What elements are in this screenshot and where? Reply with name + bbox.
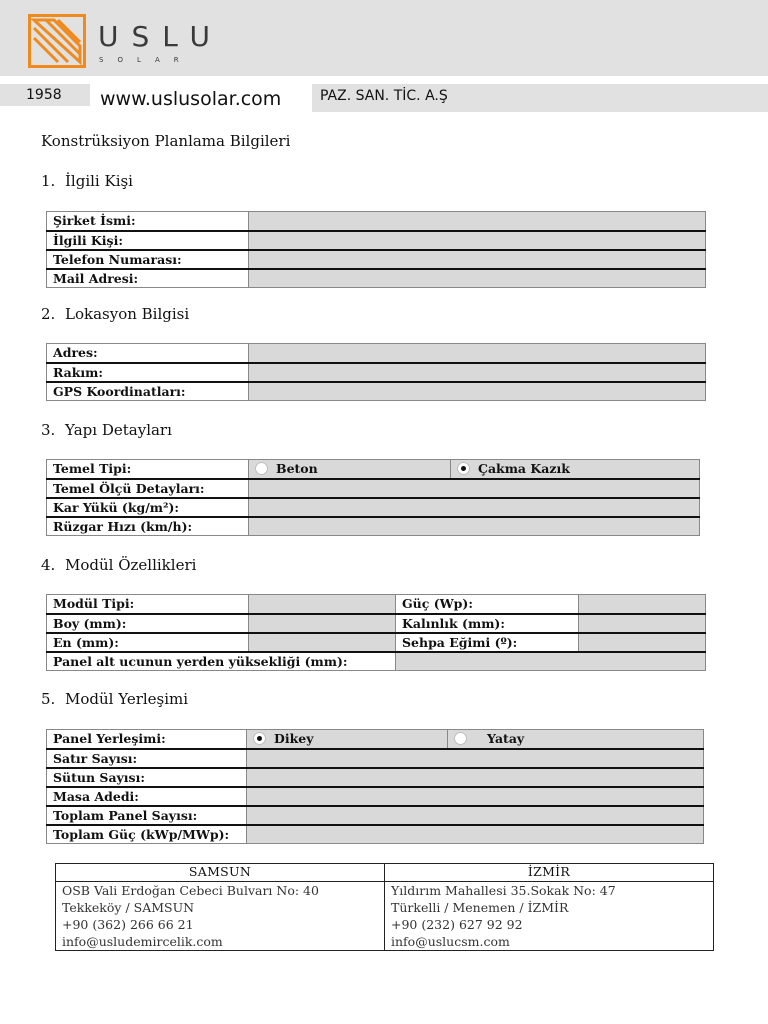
- section-heading-5: 5. Modül Yerleşimi: [41, 690, 189, 708]
- module-table: [46, 594, 706, 671]
- field-label: Toplam Panel Sayısı:: [47, 806, 247, 825]
- gps-input[interactable]: [249, 382, 706, 401]
- contact-person-input[interactable]: [249, 231, 706, 250]
- row-count-input[interactable]: [247, 749, 704, 768]
- company-name-input[interactable]: [249, 212, 706, 231]
- foundation-size-input[interactable]: [249, 479, 700, 498]
- address-line: Türkelli / Menemen / İZMİR: [391, 900, 569, 915]
- address-input[interactable]: [249, 344, 706, 363]
- layout-table: [46, 729, 704, 844]
- radio-icon: [454, 732, 467, 745]
- company-type: PAZ. SAN. TİC. A.Ş: [312, 84, 768, 112]
- email-link[interactable]: info@usludemircelik.com: [62, 934, 223, 949]
- wind-speed-input[interactable]: [249, 517, 700, 536]
- field-label: Telefon Numarası:: [47, 250, 249, 269]
- radio-dikey[interactable]: Dikey: [247, 730, 448, 749]
- thickness-input[interactable]: [579, 614, 706, 633]
- radio-yatay[interactable]: Yatay: [448, 730, 704, 749]
- field-label: Kar Yükü (kg/m²):: [47, 498, 249, 517]
- ground-clearance-input[interactable]: [396, 652, 706, 671]
- contact-table: [46, 211, 706, 288]
- field-label: Boy (mm):: [47, 614, 249, 633]
- field-label: Satır Sayısı:: [47, 749, 247, 768]
- brand-subtitle: SOLAR: [99, 56, 193, 64]
- office-samsun: [56, 882, 385, 951]
- field-label: İlgili Kişi:: [47, 231, 249, 250]
- power-input[interactable]: [579, 595, 706, 614]
- field-label: Adres:: [47, 344, 249, 363]
- page-title: Konstrüksiyon Planlama Bilgileri: [41, 132, 291, 150]
- table-count-input[interactable]: [247, 787, 704, 806]
- website-link[interactable]: www.uslusolar.com: [92, 84, 308, 112]
- panel-total-input[interactable]: [247, 806, 704, 825]
- section-heading-1: 1. İlgili Kişi: [41, 172, 133, 190]
- field-label: Modül Tipi:: [47, 595, 249, 614]
- field-label: Sütun Sayısı:: [47, 768, 247, 787]
- field-label: Masa Adedi:: [47, 787, 247, 806]
- radio-selected-icon: [253, 732, 266, 745]
- field-label: Kalınlık (mm):: [396, 614, 579, 633]
- field-label: Şirket İsmi:: [47, 212, 249, 231]
- phone-number: +90 (232) 627 92 92: [391, 917, 523, 932]
- address-line: Yıldırım Mahallesi 35.Sokak No: 47: [391, 883, 616, 898]
- section-heading-3: 3. Yapı Detayları: [41, 421, 172, 439]
- field-label: En (mm):: [47, 633, 249, 652]
- radio-selected-icon: [457, 462, 470, 475]
- field-label: Sehpa Eğimi (º):: [396, 633, 579, 652]
- section-heading-4: 4. Modül Özellikleri: [41, 556, 197, 574]
- altitude-input[interactable]: [249, 363, 706, 382]
- radio-icon: [255, 462, 268, 475]
- email-link[interactable]: info@uslucsm.com: [391, 934, 510, 949]
- tilt-input[interactable]: [579, 633, 706, 652]
- email-input[interactable]: [249, 269, 706, 288]
- field-label: Mail Adresi:: [47, 269, 249, 288]
- field-label: Panel alt ucunun yerden yüksekliği (mm):: [47, 652, 396, 671]
- phone-input[interactable]: [249, 250, 706, 269]
- structure-table: [46, 459, 700, 536]
- width-input[interactable]: [249, 633, 396, 652]
- location-table: [46, 343, 706, 401]
- header-band: [0, 0, 768, 76]
- field-label: Rüzgar Hızı (km/h):: [47, 517, 249, 536]
- field-label: Temel Tipi:: [47, 460, 249, 479]
- radio-cakma-kazik[interactable]: Çakma Kazık: [451, 460, 700, 479]
- founding-year: 1958: [0, 84, 90, 106]
- office-city-samsun: SAMSUN: [56, 864, 385, 882]
- radio-beton[interactable]: Beton: [249, 460, 451, 479]
- brand-name: USLU: [98, 20, 223, 53]
- column-count-input[interactable]: [247, 768, 704, 787]
- module-type-input[interactable]: [249, 595, 396, 614]
- address-line: Tekkeköy / SAMSUN: [62, 900, 195, 915]
- length-input[interactable]: [249, 614, 396, 633]
- field-label: Temel Ölçü Detayları:: [47, 479, 249, 498]
- field-label: Toplam Güç (kWp/MWp):: [47, 825, 247, 844]
- snow-load-input[interactable]: [249, 498, 700, 517]
- section-heading-2: 2. Lokasyon Bilgisi: [41, 305, 190, 323]
- address-line: OSB Vali Erdoğan Cebeci Bulvarı No: 40: [62, 883, 319, 898]
- field-label: Güç (Wp):: [396, 595, 579, 614]
- uslu-logo-icon: [28, 14, 86, 68]
- office-city-izmir: İZMİR: [385, 864, 714, 882]
- field-label: Rakım:: [47, 363, 249, 382]
- total-power-input[interactable]: [247, 825, 704, 844]
- field-label: Panel Yerleşimi:: [47, 730, 247, 749]
- office-addresses: [55, 863, 714, 951]
- phone-number: +90 (362) 266 66 21: [62, 917, 194, 932]
- field-label: GPS Koordinatları:: [47, 382, 249, 401]
- office-izmir: [385, 882, 714, 951]
